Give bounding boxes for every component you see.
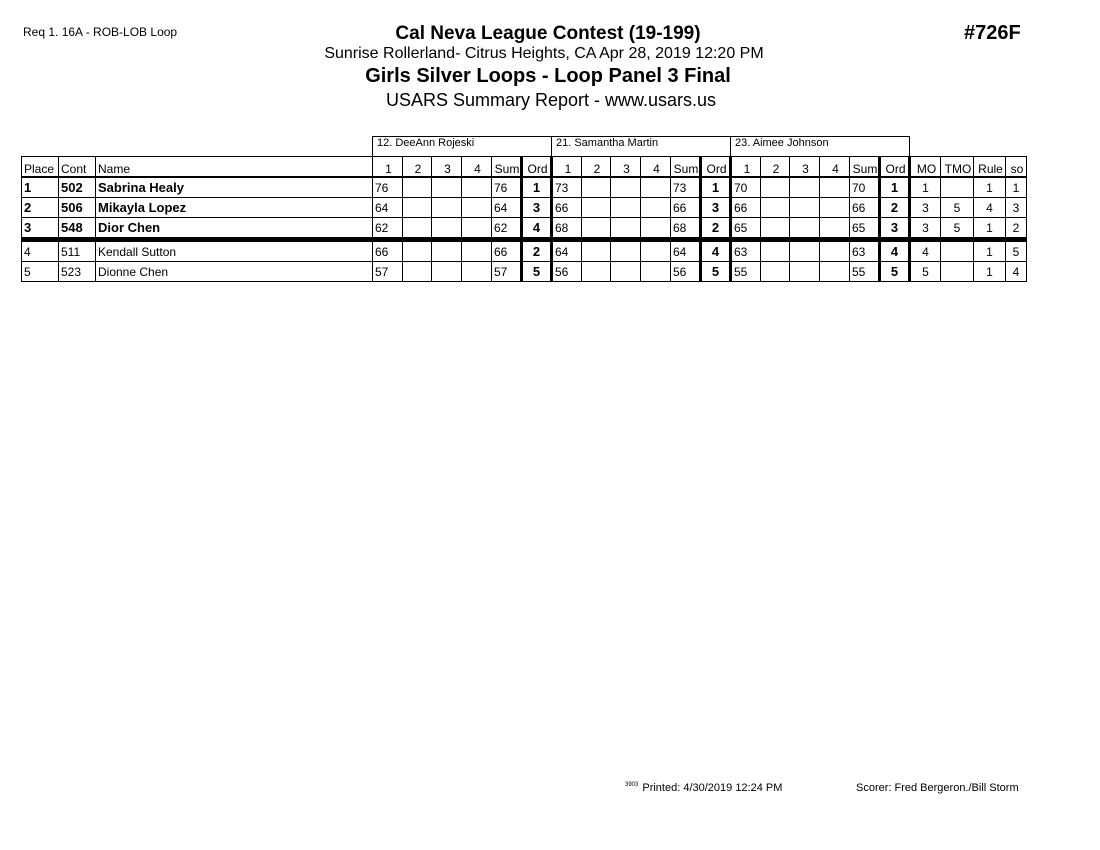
score-cell <box>761 262 790 282</box>
score-cell: 73 <box>552 177 582 198</box>
ord-cell: 5 <box>880 262 910 282</box>
mo-cell: 5 <box>910 262 941 282</box>
sum-cell: 70 <box>850 177 880 198</box>
judge-name: 21. Samantha Martin <box>552 137 731 157</box>
sum-cell: 76 <box>492 177 522 198</box>
table-row <box>22 262 1027 282</box>
score-cell <box>582 218 611 240</box>
score-cell <box>432 262 462 282</box>
ord-cell: 1 <box>522 177 552 198</box>
place-cell: 3 <box>22 218 59 240</box>
mo-cell: 1 <box>910 177 941 198</box>
ord-cell: 4 <box>880 240 910 262</box>
ord-cell: 4 <box>701 240 731 262</box>
score-cell <box>462 198 492 218</box>
score-cell <box>820 198 850 218</box>
score-cell <box>611 240 641 262</box>
score-cell <box>432 177 462 198</box>
report-code: #726F <box>964 22 1021 44</box>
score-cell <box>790 198 820 218</box>
name-cell: Dior Chen <box>96 218 373 240</box>
tmo-cell: 5 <box>941 198 974 218</box>
cont-cell: 511 <box>59 240 96 262</box>
judge-name: 12. DeeAnn Rojeski <box>373 137 552 157</box>
score-cell: 64 <box>552 240 582 262</box>
score-cell <box>641 198 671 218</box>
table-row <box>22 198 1027 218</box>
rule-cell: 4 <box>974 198 1006 218</box>
cont-cell: 523 <box>59 262 96 282</box>
score-cell: 68 <box>552 218 582 240</box>
score-cell <box>641 218 671 240</box>
tmo-cell <box>941 262 974 282</box>
ord-cell: 3 <box>701 198 731 218</box>
ord-cell: 3 <box>522 198 552 218</box>
score-cell <box>432 218 462 240</box>
sum-cell: 63 <box>850 240 880 262</box>
sum-cell: 56 <box>671 262 701 282</box>
name-cell: Dionne Chen <box>96 262 373 282</box>
sum-cell: 68 <box>671 218 701 240</box>
score-cell <box>611 218 641 240</box>
so-cell: 3 <box>1006 198 1027 218</box>
ord-cell: 2 <box>880 198 910 218</box>
col-j3: 3 <box>432 157 462 178</box>
col-j3: 3 <box>790 157 820 178</box>
col-sum: Sum <box>671 157 701 178</box>
judge-header-row <box>22 137 1027 157</box>
col-j3: 3 <box>611 157 641 178</box>
printed-timestamp: Printed: 4/30/2019 12:24 PM <box>642 782 783 794</box>
event-title: Girls Silver Loops - Loop Panel 3 Final <box>365 65 731 87</box>
sum-cell: 66 <box>492 240 522 262</box>
col-mo: MO <box>910 157 941 178</box>
report-subtitle: USARS Summary Report - www.usars.us <box>385 90 717 110</box>
printed-info <box>625 782 782 794</box>
score-cell <box>403 240 432 262</box>
table-row <box>22 177 1027 198</box>
col-sum: Sum <box>850 157 880 178</box>
sum-cell: 64 <box>671 240 701 262</box>
mo-cell: 4 <box>910 240 941 262</box>
score-cell: 63 <box>731 240 761 262</box>
print-id: 3903 <box>625 782 639 788</box>
score-cell <box>761 218 790 240</box>
mo-cell: 3 <box>910 218 941 240</box>
score-cell: 64 <box>373 198 403 218</box>
sum-cell: 64 <box>492 198 522 218</box>
place-cell: 4 <box>22 240 59 262</box>
ord-cell: 3 <box>880 218 910 240</box>
col-j4: 4 <box>820 157 850 178</box>
score-cell <box>611 198 641 218</box>
col-name: Name <box>96 157 373 178</box>
score-cell: 57 <box>373 262 403 282</box>
score-cell <box>611 262 641 282</box>
score-cell <box>582 240 611 262</box>
score-cell <box>761 240 790 262</box>
col-sum: Sum <box>492 157 522 178</box>
column-header-row <box>22 157 1027 178</box>
name-cell: Sabrina Healy <box>96 177 373 198</box>
table-row <box>22 218 1027 240</box>
tmo-cell <box>941 177 974 198</box>
score-cell <box>403 262 432 282</box>
cont-cell: 502 <box>59 177 96 198</box>
score-cell <box>641 240 671 262</box>
rule-cell: 1 <box>974 262 1006 282</box>
score-cell <box>582 198 611 218</box>
rule-cell: 1 <box>974 240 1006 262</box>
score-cell: 66 <box>552 198 582 218</box>
col-so: so <box>1006 157 1027 178</box>
score-cell <box>462 177 492 198</box>
col-ord: Ord <box>880 157 910 178</box>
venue-line: Sunrise Rollerland- Citrus Heights, CA Apr 28, 2019 12:20 PM <box>324 45 764 62</box>
col-tmo: TMO <box>941 157 974 178</box>
score-cell <box>820 177 850 198</box>
score-cell <box>403 177 432 198</box>
ord-cell: 5 <box>701 262 731 282</box>
score-cell <box>462 218 492 240</box>
ord-cell: 5 <box>522 262 552 282</box>
score-cell <box>641 177 671 198</box>
tmo-cell: 5 <box>941 218 974 240</box>
score-cell <box>790 240 820 262</box>
score-cell <box>432 240 462 262</box>
table-row <box>22 240 1027 262</box>
name-cell: Mikayla Lopez <box>96 198 373 218</box>
place-cell: 2 <box>22 198 59 218</box>
so-cell: 1 <box>1006 177 1027 198</box>
score-cell: 56 <box>552 262 582 282</box>
request-label: Req 1. 16A - ROB-LOB Loop <box>23 25 178 39</box>
score-cell <box>790 218 820 240</box>
sum-cell: 65 <box>850 218 880 240</box>
col-ord: Ord <box>701 157 731 178</box>
score-cell <box>403 198 432 218</box>
score-cell: 70 <box>731 177 761 198</box>
so-cell: 2 <box>1006 218 1027 240</box>
score-cell <box>820 262 850 282</box>
score-cell <box>582 177 611 198</box>
col-j1: 1 <box>731 157 761 178</box>
col-j2: 2 <box>403 157 432 178</box>
score-cell <box>820 218 850 240</box>
ord-cell: 2 <box>701 218 731 240</box>
contest-title: Cal Neva League Contest (19-199) <box>395 23 701 44</box>
col-j4: 4 <box>641 157 671 178</box>
col-j1: 1 <box>373 157 403 178</box>
ord-cell: 1 <box>880 177 910 198</box>
score-cell: 66 <box>373 240 403 262</box>
so-cell: 4 <box>1006 262 1027 282</box>
judge-name: 23. Aimee Johnson <box>731 137 910 157</box>
ord-cell: 1 <box>701 177 731 198</box>
rule-cell: 1 <box>974 218 1006 240</box>
score-cell <box>432 198 462 218</box>
scorer-info: Scorer: Fred Bergeron./Bill Storm <box>856 782 1019 794</box>
sum-cell: 57 <box>492 262 522 282</box>
place-cell: 5 <box>22 262 59 282</box>
score-cell <box>582 262 611 282</box>
col-ord: Ord <box>522 157 552 178</box>
score-cell <box>611 177 641 198</box>
score-cell <box>462 240 492 262</box>
col-j2: 2 <box>582 157 611 178</box>
sum-cell: 66 <box>671 198 701 218</box>
rule-cell: 1 <box>974 177 1006 198</box>
score-cell <box>761 198 790 218</box>
col-rule: Rule <box>974 157 1006 178</box>
score-cell: 65 <box>731 218 761 240</box>
col-j4: 4 <box>462 157 492 178</box>
col-j1: 1 <box>552 157 582 178</box>
sum-cell: 55 <box>850 262 880 282</box>
score-cell <box>641 262 671 282</box>
mo-cell: 3 <box>910 198 941 218</box>
so-cell: 5 <box>1006 240 1027 262</box>
score-cell <box>403 218 432 240</box>
score-cell <box>462 262 492 282</box>
col-j2: 2 <box>761 157 790 178</box>
score-cell: 62 <box>373 218 403 240</box>
score-cell <box>790 262 820 282</box>
ord-cell: 2 <box>522 240 552 262</box>
cont-cell: 506 <box>59 198 96 218</box>
ord-cell: 4 <box>522 218 552 240</box>
score-cell <box>790 177 820 198</box>
name-cell: Kendall Sutton <box>96 240 373 262</box>
score-cell: 55 <box>731 262 761 282</box>
score-cell <box>820 240 850 262</box>
score-cell <box>761 177 790 198</box>
sum-cell: 62 <box>492 218 522 240</box>
place-cell: 1 <box>22 177 59 198</box>
results-table <box>21 136 1027 282</box>
sum-cell: 66 <box>850 198 880 218</box>
col-place: Place <box>22 157 59 178</box>
sum-cell: 73 <box>671 177 701 198</box>
col-cont: Cont <box>59 157 96 178</box>
cont-cell: 548 <box>59 218 96 240</box>
score-cell: 66 <box>731 198 761 218</box>
tmo-cell <box>941 240 974 262</box>
score-cell: 76 <box>373 177 403 198</box>
